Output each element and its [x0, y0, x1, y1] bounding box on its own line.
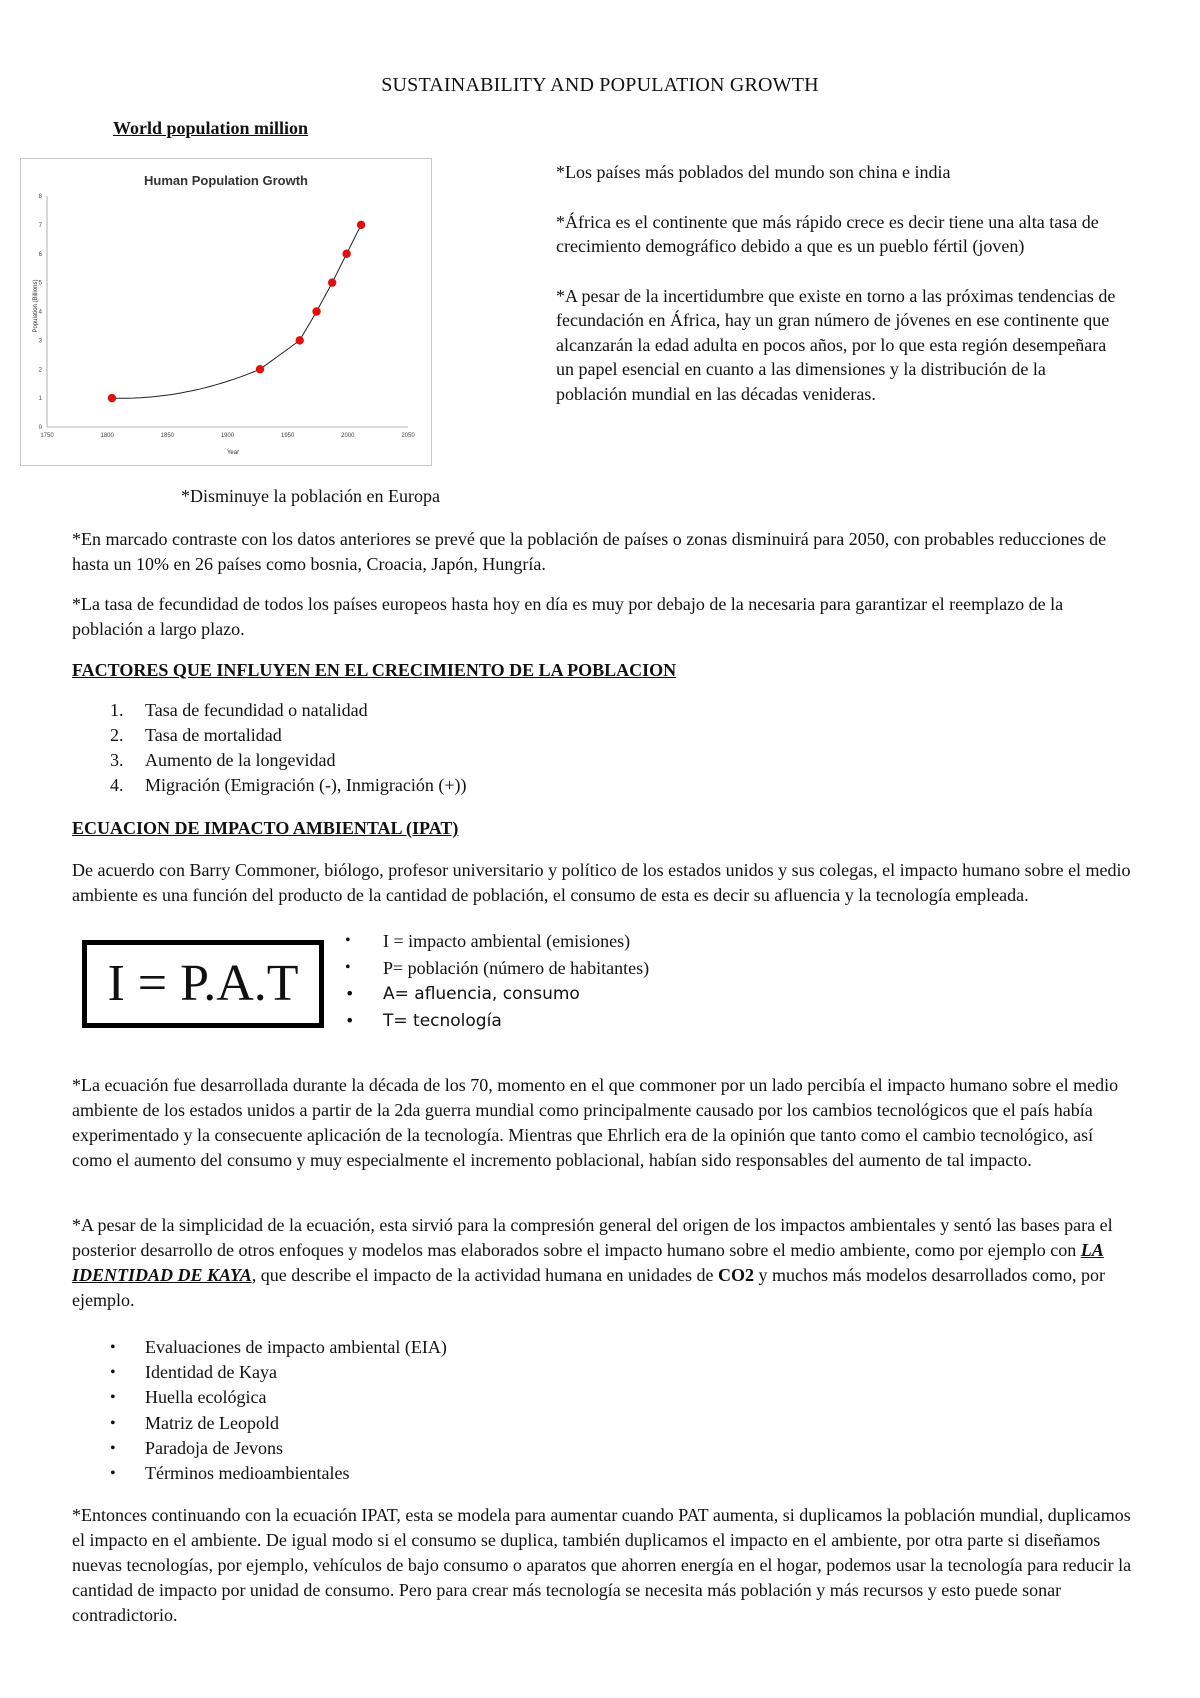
chart-data-point	[296, 336, 304, 344]
list-item: • Huella ecológica	[110, 1387, 267, 1408]
list-item: • I = impacto ambiental (emisiones)	[345, 931, 631, 951]
chart-x-tick-label: 1900	[220, 433, 235, 439]
chart-trend-line	[112, 225, 361, 398]
chart-x-tick-label: 2050	[401, 433, 415, 439]
list-item: 3. Aumento de la longevidad	[110, 750, 336, 770]
chart-y-tick-label: 7	[38, 222, 42, 229]
chart-y-tick-label: 2	[38, 367, 42, 374]
paragraph-commoner: De acuerdo con Barry Commoner, biólogo, profesor universitario y político de los estados unidos y sus colegas, el impacto humano sobre el medio ambiente es una función del producto de la cantidad de población, el consumo de esta es decir su afluencia y la tecnología empleada.	[72, 860, 1131, 905]
document-title: SUSTAINABILITY AND POPULATION GROWTH	[381, 74, 819, 96]
section-subtitle: World population million	[113, 118, 309, 138]
paragraph-history: *La ecuación fue desarrollada durante la década de los 70, momento en el que commoner por un lado percibía el impacto humano sobre el medio ambiente de los estados unidos a partir de la 2da guerra mundial como principalmente causado por los cambios tecnológicos que el país había experimentado y la consecuente aplicación de la tecnología. Mientras que Ehrlich era de la opinión que tanto como el cambio tecnológico, así como el aumento del consumo y muy especialmente el incremento poblacional, habían sido responsables del aumento de tal impacto.	[72, 1075, 1119, 1170]
chart-data-point	[312, 307, 320, 315]
list-item: 4. Migración (Emigración (-), Inmigración (+))	[110, 775, 467, 795]
list-item: • Matriz de Leopold	[110, 1412, 279, 1433]
chart-data-point	[357, 221, 365, 229]
chart-data-point	[108, 394, 116, 402]
list-item: 1. Tasa de fecundidad o natalidad	[110, 700, 368, 720]
chart-y-tick-label: 6	[38, 251, 42, 258]
list-item: • Evaluaciones de impacto ambiental (EIA)	[110, 1337, 447, 1357]
europe-note: *Disminuye la población en Europa	[181, 486, 440, 506]
note-africa-youth: *A pesar de la incertidumbre que existe en torno a las próximas tendencias de fecundación en África, hay un gran número de jóvenes en ese continente que alcanzarán la edad adulta en pocos años, por lo que esta región desempeñara un papel esencial en cuanto a las dimensiones y la distribución de la población mundial en las décadas venideras.	[556, 285, 1116, 404]
list-item: • P= población (número de habitantes)	[345, 957, 650, 978]
chart-x-tick-label: 1800	[100, 433, 114, 439]
chart-y-axis-label: Population (Billions)	[33, 279, 39, 333]
list-item: 2. Tasa de mortalidad	[110, 725, 282, 745]
chart-data-point	[328, 278, 336, 286]
list-item: • Términos medioambientales	[110, 1463, 350, 1484]
right-column-notes	[556, 160, 1121, 431]
chart-y-tick-label: 8	[38, 194, 42, 200]
factors-heading: FACTORES QUE INFLUYEN EN EL CRECIMIENTO DE LA POBLACION	[72, 660, 677, 680]
chart-y-tick-label: 0	[38, 425, 42, 431]
chart-y-tick-label: 5	[38, 280, 42, 287]
co2-emphasis: CO2	[718, 1265, 755, 1285]
paragraph-conclusion: *Entonces continuando con la ecuación IPAT, esta se modela para aumentar cuando PAT aumenta, si duplicamos la población mundial, duplicamos el impacto en el ambiente. De igual modo si el consumo se duplica, también duplicamos el impacto en el ambiente, por otra parte si diseñamos nuevas tecnologías, por ejemplo, vehículos de bajo consumo o aparatos que ahorren energía en el hogar, podemos usar la tecnología para reducir la cantidad de impacto por unidad de consumo. Pero para crear más tecnología se necesita más población y más recursos y esto puede sonar contradictorio.	[72, 1505, 1132, 1625]
chart-x-tick-label: 1750	[40, 433, 54, 439]
chart-y-tick-label: 3	[38, 338, 42, 345]
chart-canvas	[21, 159, 431, 465]
list-item: • Paradoja de Jevons	[110, 1437, 283, 1458]
population-chart	[20, 158, 432, 466]
paragraph-simplicity: *A pesar de la simplicidad de la ecuación, esta sirvió para la compresión general del origen de los impactos ambientales y sentó las bases para el posterior desarrollo de otros enfoques y modelos mas elaborados sobre el impacto humano sobre el medio ambiente, como por ejemplo con LA IDENTIDAD DE KAYA, que describe el impacto de la actividad humana en unidades de CO2 y muchos más modelos desarrollados como, por ejemplo.	[72, 1215, 1113, 1310]
chart-x-tick-label: 2000	[341, 433, 355, 439]
list-item: • A= afluencia, consumo	[345, 984, 580, 1004]
ipat-heading: ECUACION DE IMPACTO AMBIENTAL (IPAT)	[72, 818, 459, 838]
kaya-identity-emphasis: LA IDENTIDAD DE KAYA	[72, 1240, 1104, 1285]
chart-y-tick-label: 1	[38, 396, 42, 403]
ipat-formula-box: I = P.A.T	[82, 940, 324, 1028]
models-list	[72, 1335, 447, 1486]
chart-y-tick-label: 4	[38, 309, 42, 316]
chart-data-point	[256, 365, 264, 373]
chart-x-tick-label: 1850	[160, 433, 175, 439]
ipat-variables-list	[335, 928, 649, 1034]
factors-list	[72, 698, 467, 798]
note-africa-growth: *África es el continente que más rápido crece es decir tiene una alta tasa de crecimiento demográfico debido a que es un pueblo fértil (joven)	[556, 211, 1099, 256]
paragraph-fertility: *La tasa de fecundidad de todos los países europeos hasta hoy en día es muy por debajo de la necesaria para garantizar el reemplazo de la población a largo plazo.	[72, 594, 1064, 639]
list-item: • Identidad de Kaya	[110, 1362, 277, 1383]
paragraph-contrast: *En marcado contraste con los datos anteriores se prevé que la población de países o zonas disminuirá para 2050, con probables reducciones de hasta un 10% en 26 países como bosnia, Croacia, Japón, Hungría.	[72, 529, 1107, 574]
chart-x-tick-label: 1950	[280, 433, 295, 439]
note-countries: *Los países más poblados del mundo son china e india	[556, 162, 951, 182]
chart-data-point	[342, 250, 350, 258]
list-item: • T= tecnología	[345, 1010, 502, 1031]
chart-title: Human Population Growth	[144, 173, 308, 188]
chart-x-axis-label: Year	[226, 450, 240, 456]
